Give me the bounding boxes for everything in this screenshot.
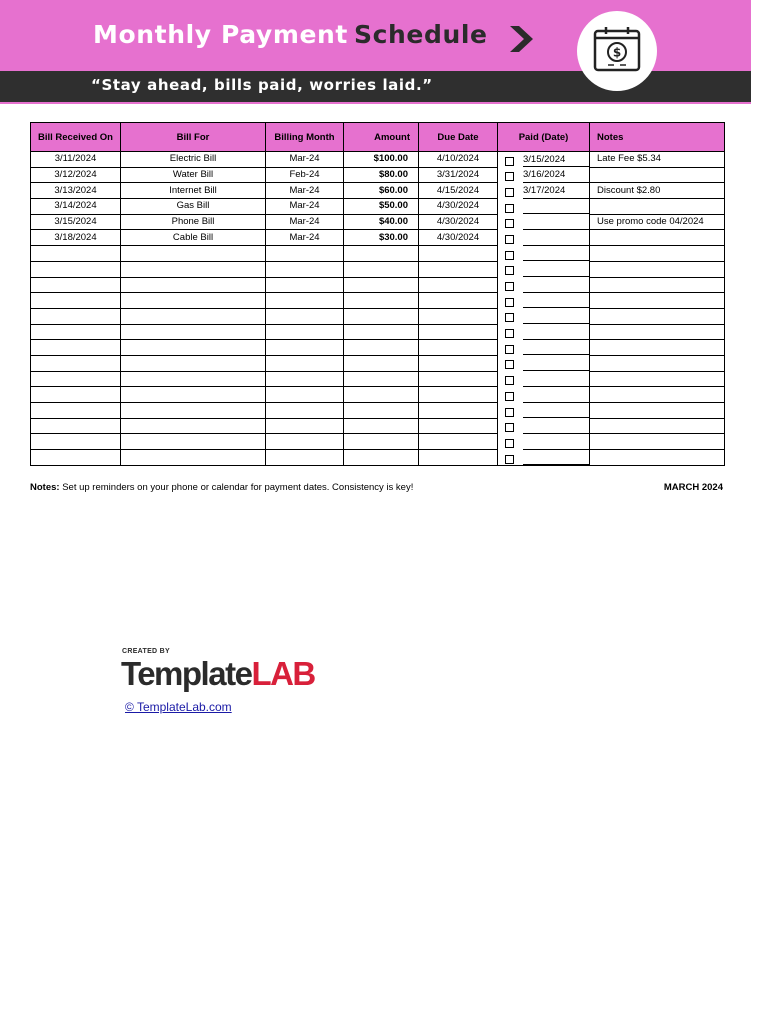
cell-bill-for [121,293,266,309]
cell-bill-for [121,387,266,403]
paid-checkbox[interactable] [505,235,514,244]
cell-billing-month [266,308,344,324]
cell-bill-for: Cable Bill [121,230,266,246]
table-row [31,371,725,387]
cell-billing-month [266,355,344,371]
cell-paid [498,167,590,183]
table-row [31,355,725,371]
cell-due-date: 3/31/2024 [419,167,498,183]
cell-billing-month: Mar-24 [266,183,344,199]
cell-notes [590,387,725,403]
cell-paid [498,434,590,450]
cell-received: 3/14/2024 [31,199,121,215]
cell-notes [590,403,725,419]
cell-paid [498,293,590,309]
cell-due-date [419,340,498,356]
table-row [31,434,725,450]
cell-amount [344,403,419,419]
cell-amount [344,418,419,434]
table-row [31,293,725,309]
cell-received [31,403,121,419]
cell-billing-month: Feb-24 [266,167,344,183]
cell-received [31,246,121,262]
cell-notes: Late Fee $5.34 [590,152,725,168]
table-row [31,308,725,324]
cell-billing-month [266,261,344,277]
cell-notes [590,199,725,215]
cell-received [31,293,121,309]
cell-bill-for: Internet Bill [121,183,266,199]
cell-paid [498,214,590,230]
column-header-received: Bill Received On [31,123,121,152]
cell-paid [498,324,590,340]
cell-due-date: 4/10/2024 [419,152,498,168]
cell-billing-month: Mar-24 [266,214,344,230]
cell-paid [498,450,590,466]
table-row [31,246,725,262]
cell-received [31,355,121,371]
cell-due-date [419,371,498,387]
table-row [31,324,725,340]
footer-notes-label: Notes: [30,482,60,493]
cell-amount [344,434,419,450]
footer-month: MARCH 2024 [663,482,723,493]
cell-due-date [419,324,498,340]
cell-amount: $40.00 [344,214,419,230]
cell-amount: $100.00 [344,152,419,168]
calendar-dollar-icon [592,25,642,75]
paid-checkbox[interactable] [505,360,514,369]
cell-bill-for [121,371,266,387]
cell-due-date: 4/30/2024 [419,230,498,246]
paid-date-text: 3/16/2024 [523,169,566,181]
cell-billing-month [266,293,344,309]
cell-due-date [419,246,498,262]
column-header-bill-for: Bill For [121,123,266,152]
cell-due-date: 4/15/2024 [419,183,498,199]
cell-billing-month [266,387,344,403]
paid-checkbox[interactable] [505,282,514,291]
cell-bill-for [121,450,266,466]
paid-checkbox[interactable] [505,157,514,166]
cell-notes [590,261,725,277]
table-row [31,183,725,199]
svg-text:$: $ [612,45,622,60]
cell-notes [590,418,725,434]
cell-amount [344,246,419,262]
cell-notes [590,230,725,246]
paid-checkbox[interactable] [505,408,514,417]
table-row [31,403,725,419]
cell-received: 3/15/2024 [31,214,121,230]
cell-billing-month [266,324,344,340]
cell-billing-month [266,434,344,450]
cell-notes [590,371,725,387]
cell-received: 3/18/2024 [31,230,121,246]
table-row [31,418,725,434]
cell-paid [498,183,590,199]
cell-billing-month: Mar-24 [266,152,344,168]
paid-date-text: 3/15/2024 [523,153,566,165]
cell-amount [344,450,419,466]
cell-amount [344,340,419,356]
cell-bill-for [121,418,266,434]
paid-checkbox[interactable] [505,455,514,464]
title-part-2: Schedule [353,20,488,49]
cell-due-date [419,261,498,277]
cell-notes [590,355,725,371]
cell-billing-month [266,277,344,293]
payment-schedule-table [30,122,725,466]
column-header-notes: Notes [590,123,725,152]
tagline: “Stay ahead, bills paid, worries laid.” [91,76,433,94]
cell-due-date [419,277,498,293]
cell-amount [344,261,419,277]
cell-bill-for [121,355,266,371]
cell-bill-for: Water Bill [121,167,266,183]
cell-paid [498,371,590,387]
cell-bill-for: Electric Bill [121,152,266,168]
cell-bill-for [121,434,266,450]
cell-billing-month [266,371,344,387]
cell-received [31,387,121,403]
cell-billing-month [266,340,344,356]
table-row [31,230,725,246]
cell-paid [498,230,590,246]
cell-received: 3/13/2024 [31,183,121,199]
cell-bill-for: Phone Bill [121,214,266,230]
column-header-billing-month: Billing Month [266,123,344,152]
cell-billing-month [266,418,344,434]
paid-checkbox[interactable] [505,313,514,322]
title-part-1: Monthly Payment [93,20,348,49]
footer-notes [30,482,413,493]
brand-name [121,654,315,694]
cell-received [31,324,121,340]
cell-due-date [419,387,498,403]
paid-checkbox[interactable] [505,204,514,213]
cell-received [31,261,121,277]
cell-billing-month [266,403,344,419]
cell-paid [498,403,590,419]
paid-checkbox[interactable] [505,251,514,260]
table-row [31,387,725,403]
cell-received [31,450,121,466]
cell-amount [344,371,419,387]
cell-due-date [419,293,498,309]
cell-paid [498,246,590,262]
cell-received [31,434,121,450]
cell-received [31,371,121,387]
cell-bill-for [121,246,266,262]
cell-bill-for: Gas Bill [121,199,266,215]
cell-received: 3/12/2024 [31,167,121,183]
header-banner [0,0,751,104]
cell-received [31,340,121,356]
cell-amount [344,308,419,324]
table-row [31,167,725,183]
table-row [31,450,725,466]
paid-checkbox[interactable] [505,376,514,385]
table-row [31,277,725,293]
cell-due-date [419,403,498,419]
cell-due-date [419,434,498,450]
table-row [31,152,725,168]
templatelab-link[interactable]: © TemplateLab.com [125,700,232,714]
cell-notes [590,246,725,262]
paid-checkbox[interactable] [505,219,514,228]
paid-checkbox[interactable] [505,392,514,401]
brand-created-by: CREATED BY [122,648,170,655]
banner-accent-line [0,102,751,104]
cell-bill-for [121,340,266,356]
cell-bill-for [121,277,266,293]
cell-paid [498,277,590,293]
paid-checkbox[interactable] [505,345,514,354]
brand-name-part-2: LAB [251,655,315,692]
cell-amount: $60.00 [344,183,419,199]
cell-paid [498,199,590,215]
cell-bill-for [121,403,266,419]
cell-billing-month: Mar-24 [266,199,344,215]
cell-notes [590,450,725,466]
column-header-paid: Paid (Date) [498,123,590,152]
cell-notes: Discount $2.80 [590,183,725,199]
cell-paid [498,152,590,168]
paid-checkbox[interactable] [505,423,514,432]
paid-checkbox[interactable] [505,266,514,275]
paid-checkbox[interactable] [505,172,514,181]
cell-amount: $80.00 [344,167,419,183]
cell-notes [590,340,725,356]
cell-paid [498,355,590,371]
cell-amount [344,387,419,403]
paid-checkbox[interactable] [505,298,514,307]
cell-paid [498,340,590,356]
cell-notes [590,277,725,293]
cell-due-date [419,418,498,434]
chevron-right-icon [507,23,535,55]
cell-bill-for [121,308,266,324]
templatelab-logo [121,648,351,694]
cell-notes [590,434,725,450]
paid-checkbox[interactable] [505,439,514,448]
paid-checkbox[interactable] [505,329,514,338]
cell-received [31,418,121,434]
cell-amount [344,293,419,309]
paid-underline [523,464,589,465]
table-row [31,340,725,356]
paid-date-text: 3/17/2024 [523,184,566,196]
cell-amount: $50.00 [344,199,419,215]
cell-due-date: 4/30/2024 [419,214,498,230]
column-header-due-date: Due Date [419,123,498,152]
brand-name-part-1: Template [121,655,252,692]
cell-billing-month: Mar-24 [266,230,344,246]
cell-notes [590,308,725,324]
cell-amount [344,277,419,293]
column-header-amount: Amount [344,123,419,152]
logo-badge [577,11,657,91]
cell-amount [344,324,419,340]
cell-notes: Use promo code 04/2024 [590,214,725,230]
paid-checkbox[interactable] [505,188,514,197]
page-title [93,20,488,60]
cell-received [31,308,121,324]
table-header-row [31,123,725,152]
footer-notes-text: Set up reminders on your phone or calendar for payment dates. Consistency is key! [62,482,414,493]
table-row [31,261,725,277]
cell-paid [498,387,590,403]
cell-notes [590,324,725,340]
cell-bill-for [121,324,266,340]
cell-received: 3/11/2024 [31,152,121,168]
cell-due-date: 4/30/2024 [419,199,498,215]
cell-received [31,277,121,293]
cell-bill-for [121,261,266,277]
cell-paid [498,261,590,277]
table-row [31,214,725,230]
cell-billing-month [266,450,344,466]
cell-paid [498,308,590,324]
cell-due-date [419,450,498,466]
cell-paid [498,418,590,434]
cell-notes [590,293,725,309]
cell-due-date [419,308,498,324]
cell-billing-month [266,246,344,262]
cell-due-date [419,355,498,371]
table-row [31,199,725,215]
cell-amount: $30.00 [344,230,419,246]
cell-notes [590,167,725,183]
cell-amount [344,355,419,371]
